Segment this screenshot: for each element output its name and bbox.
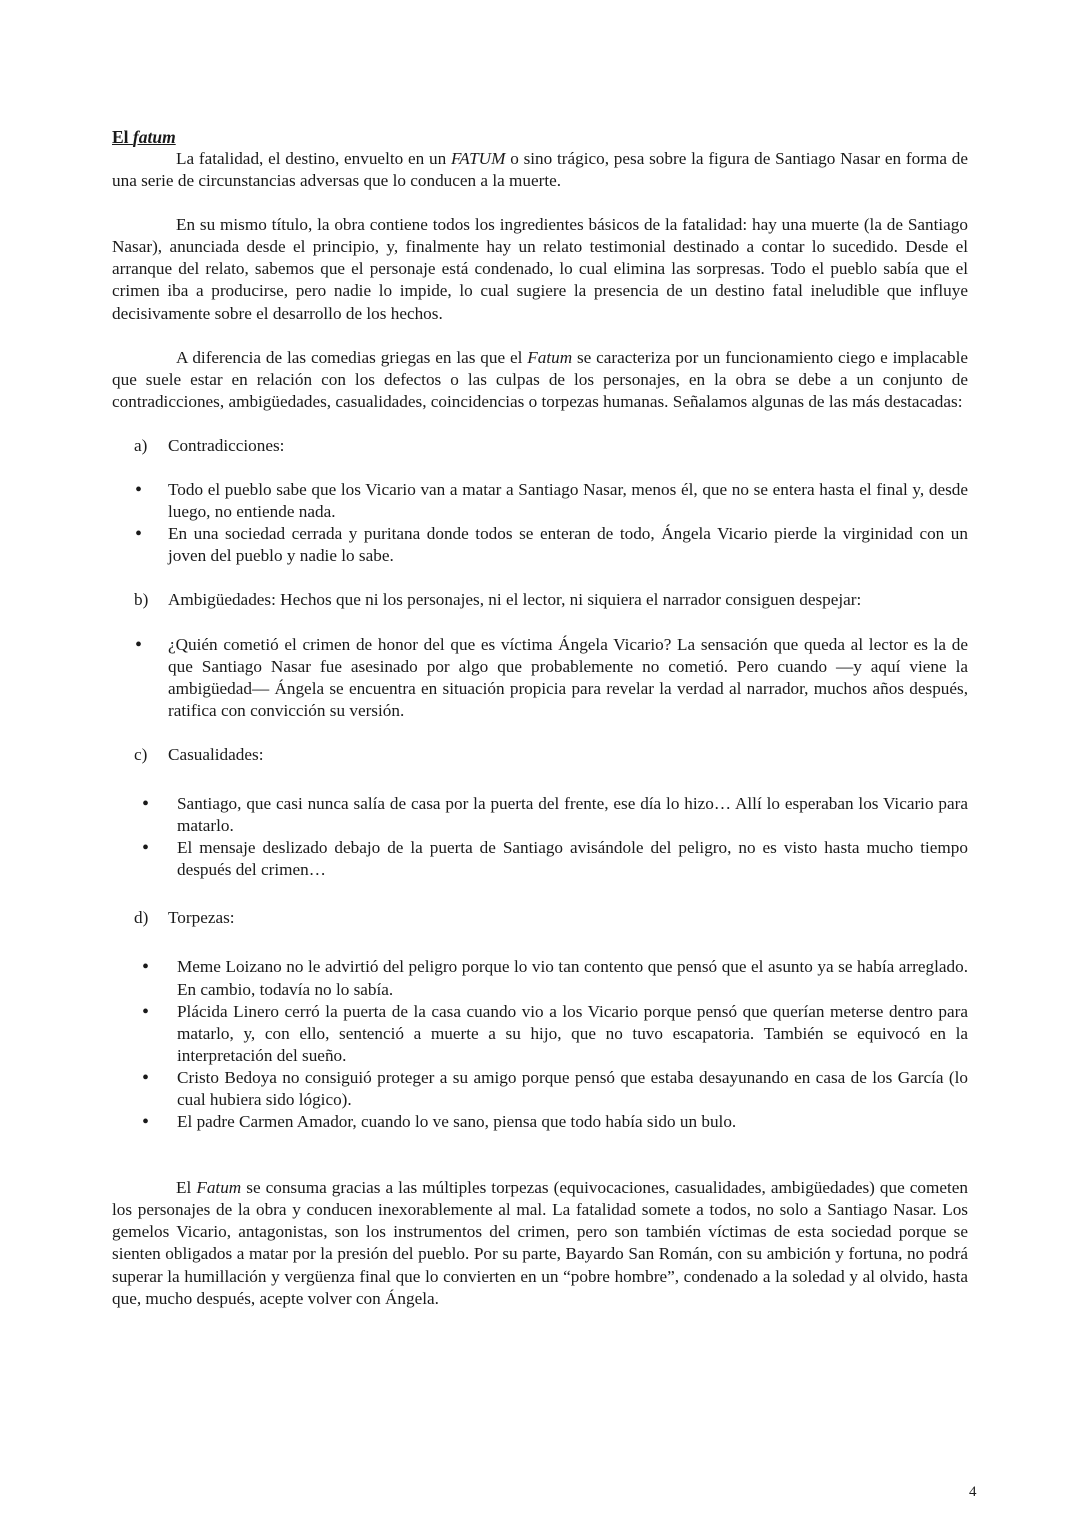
label-heading: Torpezas: — [168, 908, 235, 928]
label-heading: Casualidades: — [168, 744, 264, 764]
paragraph-title-ingredients: En su mismo título, la obra contiene todos los ingredientes básicos de la fatalidad: hay una muerte (la de Santiago Nasar), anunciada desde el principio, y, finalmente hay un relato testimonial destinado a contar lo sucedido. Desde el arranque del relato, sabemos que el personaje está condenado, lo cual elimina las sorpresas. Todo el pueblo sabía que el crimen iba a producirse, pero nadie lo impide, lo cual sugiere la presencia de un destino fatal ineludible que influye decisivamente sobre el desarrollo de los hechos. — [112, 215, 968, 323]
bullet-list-casualidades — [112, 793, 968, 881]
document-page — [112, 126, 968, 1310]
paragraph-greek-comparison — [112, 347, 968, 413]
p4-text-after: se consuma gracias a las múltiples torpezas (equivocaciones, casualidades, ambigüedades) que cometen los personajes de la obra y conducen inexorablemente al mal. La fatalidad somete a todos, no solo a Santiago Nasar. Los gemelos Vicario, antagonistas, son los instrumentos del crimen, pero son también víctimas de esta sociedad porque se sienten obligados a matar por la presión del pueblo. Por su parte, Bayardo San Román, con su ambición y fortuna, no podrá superar la humillación y vergüenza final que lo convierten en un “pobre hombre”, condenado a la soledad y al olvido, hasta que, mucho después, acepte volver con Ángela. — [112, 1178, 968, 1308]
title-italic: fatum — [132, 127, 176, 147]
list-item: • Cristo Bedoya no consiguió proteger a su amigo porque pensó que estaba desayunando en casa de los García (lo cual hubiera sido lógico). — [112, 1067, 968, 1111]
label-letter: c) — [134, 744, 148, 764]
label-letter: a) — [134, 435, 148, 455]
label-heading: Ambigüedades: Hechos que ni los personajes, ni el lector, ni siquiera el narrador consiguen despejar: — [168, 590, 862, 610]
p4-italic: Fatum — [196, 1178, 242, 1198]
p4-text: El — [176, 1178, 197, 1198]
list-item: • ¿Quién cometió el crimen de honor del que es víctima Ángela Vicario? La sensación que queda al lector es la de que Santiago Nasar fue asesinado por algo que probablemente no cometió. Pero cuando —y aquí viene la ambigüedad— Ángela se encuentra en situación propicia para revelar la verdad al narrador, muchos años después, ratifica con convicción su versión. — [112, 634, 968, 722]
list-item: • Todo el pueblo sabe que los Vicario van a matar a Santiago Nasar, menos él, que no se entera hasta el final y, desde luego, no entiende nada. — [112, 479, 968, 523]
p3-text: A diferencia de las comedias griegas en las que el — [176, 347, 528, 367]
list-item: • Santiago, que casi nunca salía de casa por la puerta del frente, ese día lo hizo… Allí lo esperaban los Vicario para matarlo. — [112, 793, 968, 837]
p3-text-after: se caracteriza por un funcionamiento ciego e implacable que suele estar en relación con los defectos o las culpas de los personajes, en la obra se debe a un conjunto de contradicciones, ambigüedades, casualidades, coincidencias o torpezas humanas. Señalamos algunas de las más destacadas: — [112, 347, 968, 411]
bullet-list-torpezas — [112, 956, 968, 1133]
paragraph-intro — [112, 148, 968, 192]
p3-italic: Fatum — [527, 347, 573, 367]
paragraph-conclusion — [112, 1177, 968, 1310]
list-label-ambiguedades — [112, 589, 968, 611]
page-number: 4 — [969, 1484, 977, 1500]
bullet-list-ambiguedades — [112, 634, 968, 722]
label-letter: b) — [134, 590, 149, 610]
label-heading: Contradicciones: — [168, 435, 285, 455]
p1-italic: FATUM — [450, 149, 506, 168]
title-prefix: El — [112, 127, 133, 147]
list-item: • El padre Carmen Amador, cuando lo ve sano, piensa que todo había sido un bulo. — [112, 1111, 968, 1133]
list-item: • En una sociedad cerrada y puritana donde todos se enteran de todo, Ángela Vicario pierde la virginidad con un joven del pueblo y nadie lo sabe. — [112, 523, 968, 567]
p1-text: La fatalidad, el destino, envuelto en un — [176, 149, 451, 168]
list-item: • Meme Loizano no le advirtió del peligro porque lo vio tan contento que pensó que el asunto ya se había arreglado. En cambio, todavía no lo sabía. — [112, 956, 968, 1000]
p1-text-after: o sino trágico, pesa sobre la figura de Santiago Nasar en forma de una serie de circunstancias adversas que lo conducen a la muerte. — [112, 149, 968, 191]
label-letter: d) — [134, 908, 149, 928]
list-item: • Plácida Linero cerró la puerta de la casa cuando vio a los Vicario porque pensó que querían meterse dentro para matarlo, y, con ello, sentenció a muerte a su hijo, que no tuvo escapatoria. También se equivocó en la interpretación del sueño. — [112, 1001, 968, 1067]
list-label-casualidades — [112, 744, 968, 766]
list-label-contradicciones — [112, 435, 968, 457]
list-item: • El mensaje deslizado debajo de la puerta de Santiago avisándole del peligro, no es visto hasta mucho tiempo después del crimen… — [112, 837, 968, 881]
list-label-torpezas — [112, 907, 968, 929]
bullet-list-contradicciones — [112, 479, 968, 567]
section-title — [112, 126, 968, 148]
